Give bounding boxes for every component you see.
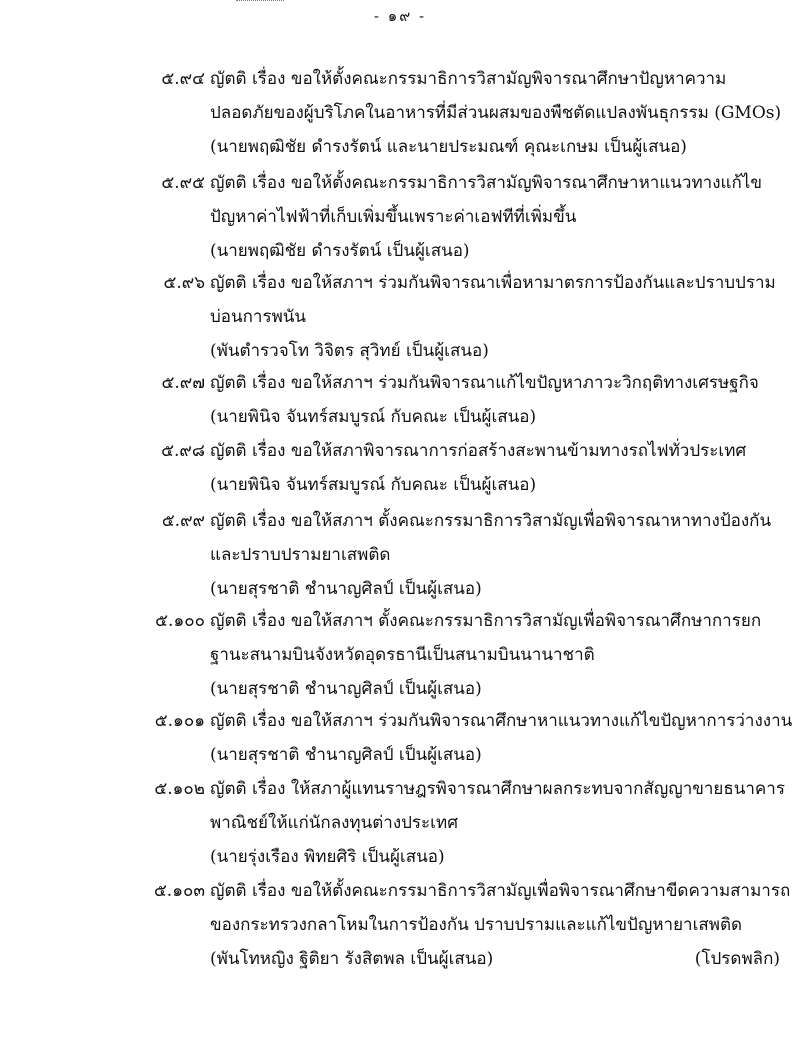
motion-number: ๕.๙๔ <box>161 69 205 89</box>
motion-line: ฐานะสนามบินจังหวัดอุดรธานีเป็นสนามบินนานาชาติ <box>210 645 595 665</box>
motion-proposer: (พันโทหญิง ฐิติยา รังสิตพล เป็นผู้เสนอ) <box>210 949 494 969</box>
motion-number: ๕.๙๕ <box>161 173 205 193</box>
motion-line: ของกระทรวงกลาโหมในการป้องกัน ปราบปรามและแก้ไขปัญหายาเสพติด <box>210 915 743 935</box>
motion-number: ๕.๙๘ <box>161 441 205 461</box>
motion-line: ปลอดภัยของผู้บริโภคในอาหารที่มีส่วนผสมของพืชตัดแปลงพันธุกรรม (GMOs) <box>210 103 782 123</box>
motion-line: พาณิชย์ให้แก่นักลงทุนต่างประเทศ <box>210 813 458 833</box>
motion-line: ญัตติ เรื่อง ขอให้ตั้งคณะกรรมาธิการวิสามัญพิจารณาศึกษาหาแนวทางแก้ไข <box>210 173 762 193</box>
page-number: - ๑๙ - <box>373 7 427 25</box>
motion-line: ญัตติ เรื่อง ขอให้สภาพิจารณาการก่อสร้างสะพานข้ามทางรถไฟทั่วประเทศ <box>210 441 747 461</box>
motion-line: ญัตติ เรื่อง ขอให้ตั้งคณะกรรมาธิการวิสามัญพิจารณาศึกษาปัญหาความ <box>210 69 727 89</box>
top-mark <box>236 0 284 1</box>
motion-proposer: (นายสุรชาติ ชำนาญศิลป์ เป็นผู้เสนอ) <box>210 579 482 599</box>
motion-proposer: (นายพฤฒิชัย ดำรงรัตน์ และนายประมณฑ์ คุณะเกษม เป็นผู้เสนอ) <box>210 137 687 157</box>
motion-line: ญัตติ เรื่อง ขอให้สภาฯ ร่วมกันพิจารณาแก้ไขปัญหาภาวะวิกฤติทางเศรษฐกิจ <box>210 373 759 393</box>
motion-line: ญัตติ เรื่อง ให้สภาผู้แทนราษฎรพิจารณาศึกษาผลกระทบจากสัญญาขายธนาคาร <box>210 779 785 799</box>
motion-line: ปัญหาค่าไฟฟ้าที่เก็บเพิ่มขึ้นเพราะค่าเอฟทีที่เพิ่มขึ้น <box>210 207 577 227</box>
motion-line: ญัตติ เรื่อง ขอให้สภาฯ ร่วมกันพิจารณาเพื่อหามาตรการป้องกันและปราบปราม <box>210 273 776 293</box>
motion-proposer: (นายพินิจ จันทร์สมบูรณ์ กับคณะ เป็นผู้เสนอ) <box>210 475 537 495</box>
motion-proposer: (นายรุ่งเรือง พิทยศิริ เป็นผู้เสนอ) <box>210 847 445 867</box>
motion-number: ๕.๙๙ <box>161 511 205 531</box>
motion-proposer: (นายพินิจ จันทร์สมบูรณ์ กับคณะ เป็นผู้เสนอ) <box>210 407 537 427</box>
motion-line: บ่อนการพนัน <box>210 307 307 327</box>
motion-number: ๕.๑๐๐ <box>155 611 205 631</box>
motion-number: ๕.๑๐๑ <box>154 711 205 731</box>
motion-number: ๕.๑๐๓ <box>153 881 205 901</box>
motion-line: ญัตติ เรื่อง ขอให้สภาฯ ตั้งคณะกรรมาธิการวิสามัญเพื่อพิจารณาหาทางป้องกัน <box>210 511 772 531</box>
motion-number: ๕.๙๗ <box>161 373 205 393</box>
motion-proposer: (พันตำรวจโท วิจิตร สุวิทย์ เป็นผู้เสนอ) <box>210 341 489 361</box>
motion-line: ญัตติ เรื่อง ขอให้ตั้งคณะกรรมาธิการวิสามัญเพื่อพิจารณาศึกษาขีดความสามารถ <box>210 881 791 901</box>
motion-proposer: (นายสุรชาติ ชำนาญศิลป์ เป็นผู้เสนอ) <box>210 745 482 765</box>
motion-proposer: (นายพฤฒิชัย ดำรงรัตน์ เป็นผู้เสนอ) <box>210 241 470 261</box>
motion-number: ๕.๙๖ <box>163 273 205 293</box>
motion-line: และปราบปรามยาเสพติด <box>210 545 391 565</box>
motion-line: ญัตติ เรื่อง ขอให้สภาฯ ตั้งคณะกรรมาธิการวิสามัญเพื่อพิจารณาศึกษาการยก <box>210 611 762 631</box>
turn-over-note: (โปรดพลิก) <box>694 949 780 969</box>
motion-line: ญัตติ เรื่อง ขอให้สภาฯ ร่วมกันพิจารณาศึกษาหาแนวทางแก้ไขปัญหาการว่างงาน <box>210 711 793 731</box>
motion-number: ๕.๑๐๒ <box>154 779 205 799</box>
motion-proposer: (นายสุรชาติ ชำนาญศิลป์ เป็นผู้เสนอ) <box>210 679 482 699</box>
